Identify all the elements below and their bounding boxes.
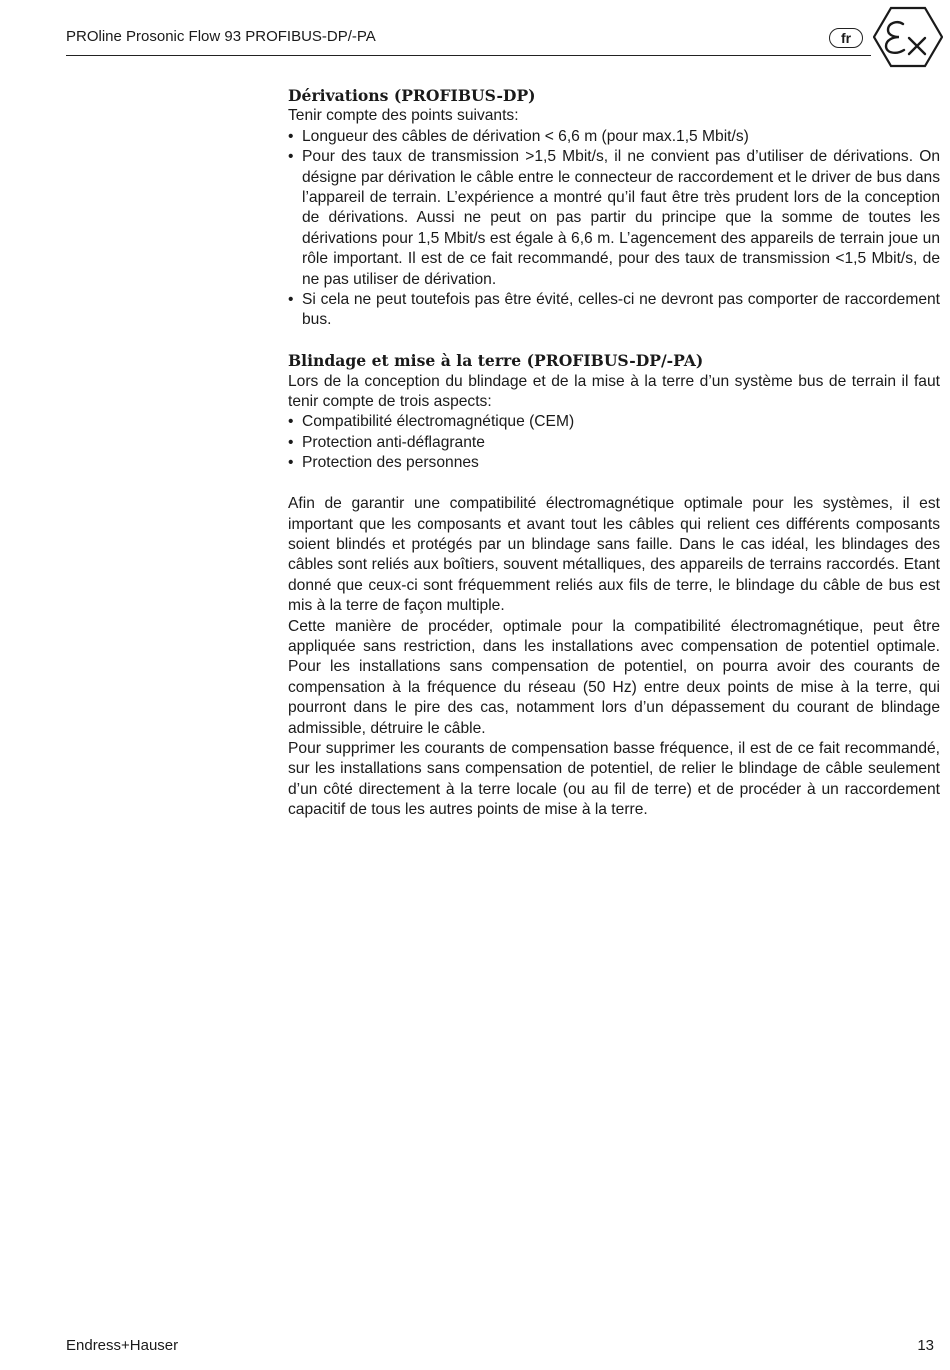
bullet-icon: • (288, 454, 294, 472)
bullet-icon: • (288, 433, 294, 451)
bullet-list (288, 127, 940, 331)
section-heading-shielding: Blindage et mise à la terre (PROFIBUS-DP/-PA) (288, 351, 704, 371)
section-heading-derivations: Dérivations (PROFIBUS-DP) (288, 86, 536, 105)
bullet-icon: • (288, 127, 294, 145)
language-badge: fr (829, 28, 863, 48)
ex-hexagon-icon (873, 6, 943, 68)
body-paragraph: Cette manière de procéder, optimale pour la compatibilité électromagnétique, peut être appliquée sans restriction, dans les installations avec compensation de potentiel optimale. Pour les installations sans compensation de potentiel, on pourra avoir des courants de compensation à la fréquence du réseau (50 Hz) entre deux points de mise à la terre, qui pourront dans le pire des cas, notamment lors d’un dépassement du courant de blindage admissible, détruire le câble. (288, 617, 940, 737)
list-item: • Protection anti-déflagrante (288, 433, 940, 453)
bullet-icon: • (288, 413, 294, 431)
list-item: • Pour des taux de transmission >1,5 Mbit/s, il ne convient pas d’utiliser de dérivations. On désigne par dérivation le câble entre le connecteur de raccordement et le driver de bus dans l’appareil de terrain. L’expérience a montré qu’il faut être très prudent lors de la conception de dérivations. Aussi ne peut on pas partir du principe que la somme de toutes les dérivations pour 1,5 Mbit/s est égale à 6,6 m. L’agencement des appareils de terrain joue un rôle important. Il est de ce fait recommandé, pour des taux de transmission <1,5 Mbit/s, de ne pas utiliser de dérivation. (288, 148, 940, 288)
body-paragraph: Afin de garantir une compatibilité électromagnétique optimale pour les systèmes, il est important que les composants et avant tout les câbles qui relient ces différents composants soient blindés et protégés par un blindage sans faille. Dans le cas idéal, les blindages des câbles sont reliés aux boîtiers, souvent métalliques, des appareils de terrains raccordés. Etant donné que ceux-ci sont fréquemment reliés aux fils de terre, le blindage du câble de bus est mis à la terre de façon multiple. (288, 495, 940, 615)
footer-brand: Endress+Hauser (66, 1337, 179, 1354)
bullet-list (288, 412, 940, 473)
section-intro: Tenir compte des points suivants: (288, 107, 519, 125)
document-title: PROline Prosonic Flow 93 PROFIBUS-DP/-PA (66, 28, 376, 45)
section-intro: Lors de la conception du blindage et de la mise à la terre d’un système bus de terrain il faut tenir compte de trois aspects: (288, 372, 940, 411)
page-number: 13 (917, 1337, 934, 1354)
list-item: • Compatibilité électromagnétique (CEM) (288, 412, 940, 432)
list-item: • Protection des personnes (288, 453, 940, 473)
bullet-icon: • (288, 148, 294, 166)
body-paragraph: Pour supprimer les courants de compensation basse fréquence, il est de ce fait recommandé, sur les installations sans compensation de potentiel, de relier le blindage de câble seulement d’un côté directement à la terre locale (ou au fil de terre) et de procéder à un raccordement capacitif de tous les autres points de mise à la terre. (288, 739, 940, 819)
list-item: • Longueur des câbles de dérivation < 6,6 m (pour max.1,5 Mbit/s) (288, 127, 940, 147)
header-rule (66, 55, 871, 56)
main-content (288, 86, 940, 821)
list-item: • Si cela ne peut toutefois pas être évité, celles-ci ne devront pas comporter de raccordement bus. (288, 291, 940, 329)
bullet-icon: • (288, 291, 294, 309)
